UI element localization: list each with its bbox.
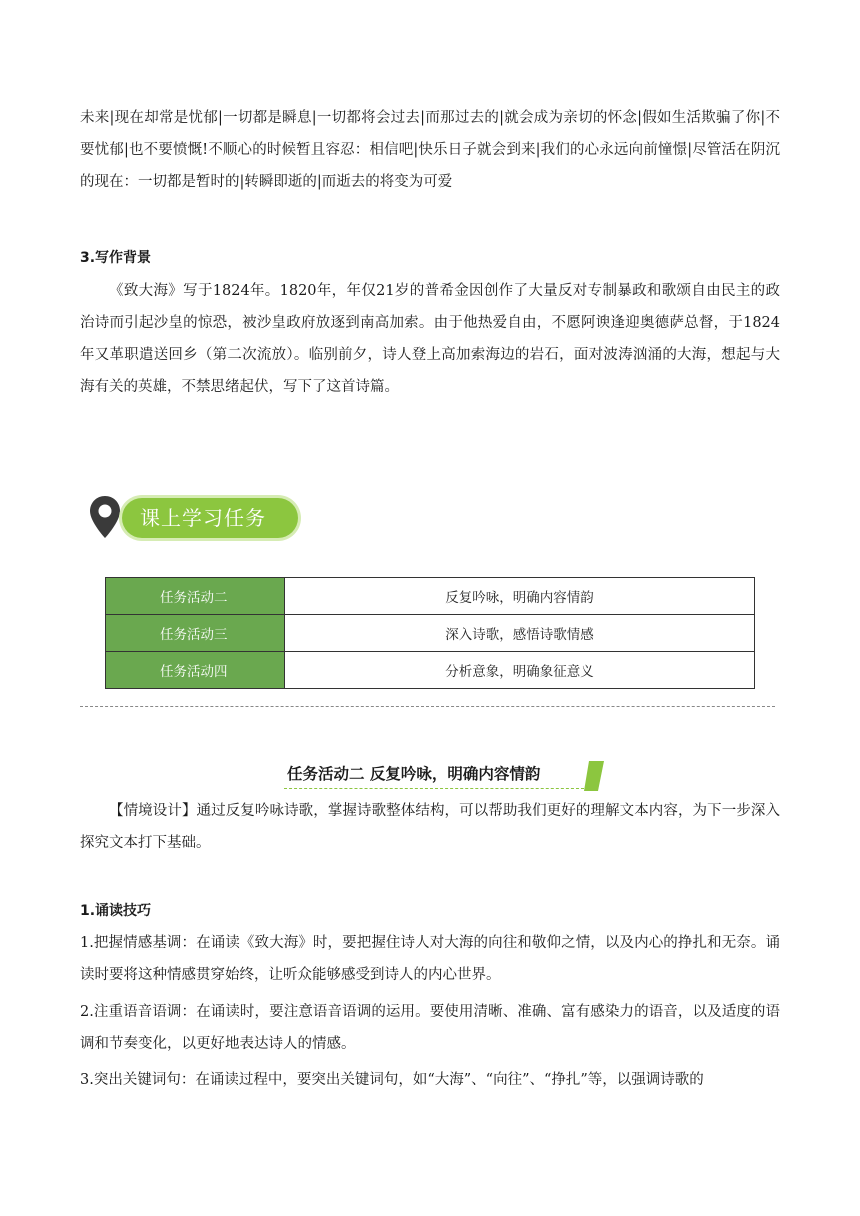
green-flag-icon xyxy=(583,760,605,792)
banner-label: 课上学习任务 xyxy=(140,506,266,530)
task-label: 任务活动二 xyxy=(106,578,285,615)
recitation-item: 1.把握情感基调：在诵读《致大海》时，要把握住诗人对大海的向往和敬仰之情，以及内心的挣扎和无奈。诵读时要将这种情感贯穿始终，让听众能够感受到诗人的内心世界。 xyxy=(80,935,780,983)
location-pin-icon xyxy=(88,494,122,540)
table-row xyxy=(106,615,755,652)
section-title-underline xyxy=(284,788,584,789)
recitation-heading: 1.诵读技巧 xyxy=(80,903,152,919)
task-value: 深入诗歌，感悟诗歌情感 xyxy=(285,615,755,652)
situation-design: 【情境设计】通过反复吟咏诗歌，掌握诗歌整体结构，可以帮助我们更好的理解文本内容，为下一步深入探究文本打下基础。 xyxy=(80,803,780,851)
task-value: 反复吟咏，明确内容情韵 xyxy=(285,578,755,615)
section-title: 任务活动二 反复吟咏，明确内容情韵 xyxy=(287,765,541,783)
recitation-item: 2.注重语音语调：在诵读时，要注意语音语调的运用。要使用清晰、准确、富有感染力的语音，以及适度的语调和节奏变化，以更好地表达诗人的情感。 xyxy=(80,1004,780,1052)
task-label: 任务活动三 xyxy=(106,615,285,652)
class-task-banner xyxy=(88,494,308,542)
task-table xyxy=(105,577,755,689)
background-heading: 3.写作背景 xyxy=(80,250,152,266)
task-label: 任务活动四 xyxy=(106,652,285,689)
table-row xyxy=(106,652,755,689)
recitation-item: 3.突出关键词句：在诵读过程中，要突出关键词句，如“大海”、“向往”、“挣扎”等，以强调诗歌的 xyxy=(80,1072,704,1088)
task-value: 分析意象，明确象征意义 xyxy=(285,652,755,689)
table-row xyxy=(106,578,755,615)
background-text: 《致大海》写于1824年。1820年，年仅21岁的普希金因创作了大量反对专制暴政和歌颂自由民主的政治诗而引起沙皇的惊恐，被沙皇政府放逐到南高加索。由于他热爱自由，不愿阿谀逢迎奥德萨总督，于1824年又革职遣送回乡（第二次流放）。临别前夕，诗人登上高加索海边的岩石，面对波涛汹涌的大海，想起与大海有关的英雄，不禁思绪起伏，写下了这首诗篇。 xyxy=(80,283,780,395)
section-divider xyxy=(80,706,775,707)
banner-pill xyxy=(122,498,298,538)
poem-excerpt: 未来|现在却常是忧郁|一切都是瞬息|一切都将会过去|而那过去的|就会成为亲切的怀念|假如生活欺骗了你|不要忧郁|也不要愤慨!不顺心的时候暂且容忍：相信吧|快乐日子就会到来|我们的心永远向前憧憬|尽管活在阴沉的现在：一切都是暂时的|转瞬即逝的|而逝去的将变为可爱 xyxy=(80,110,780,190)
